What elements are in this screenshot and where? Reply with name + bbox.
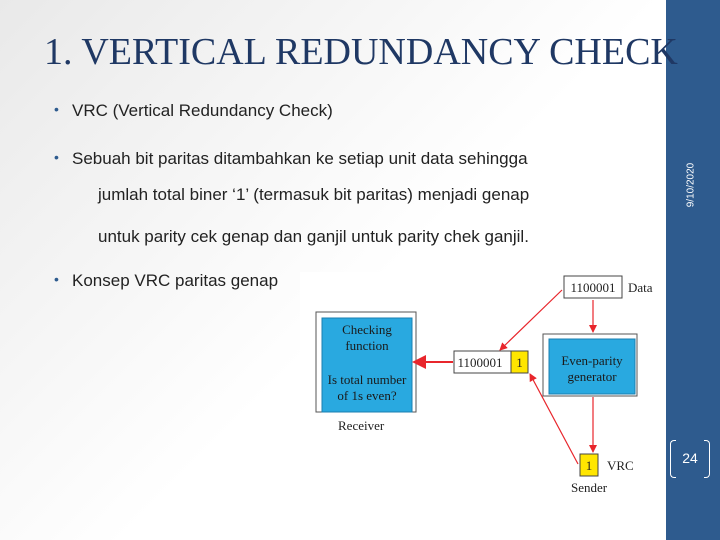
bullet-text: Konsep VRC paritas genap — [72, 271, 279, 290]
vrc-bit-text: 1 — [585, 458, 593, 473]
data-word-text: 1100001 — [570, 280, 616, 295]
data-label: Data — [628, 280, 653, 295]
receiver-label: Receiver — [338, 418, 385, 433]
vrc-diagram — [300, 272, 656, 497]
generator-label-line-2: generator — [567, 369, 617, 384]
sender-label: Sender — [571, 480, 608, 495]
bullet-dot-icon: • — [54, 149, 59, 165]
slide-title: 1. VERTICAL REDUNDANCY CHECK — [44, 31, 678, 73]
bullet-concept — [54, 271, 279, 291]
bullet-vrc — [54, 101, 333, 121]
bullet-dot-icon: • — [54, 101, 59, 117]
bullet-text: Sebuah bit paritas ditambahkan ke setiap unit data sehingga — [72, 149, 528, 168]
bullet-continuation-line-2: untuk parity cek genap dan ganjil untuk parity chek ganjil. — [98, 227, 529, 246]
bullet-definition — [54, 149, 528, 169]
received-parity-bit-text: 1 — [516, 355, 523, 370]
received-word-text: 1100001 — [457, 355, 503, 370]
vrc-label: VRC — [607, 458, 634, 473]
generator-label-line-1: Even-parity — [561, 353, 623, 368]
bullet-text: VRC (Vertical Redundancy Check) — [72, 101, 333, 120]
checking-label-line-2: function — [345, 338, 389, 353]
page-number: 24 — [682, 450, 698, 466]
question-line-1: Is total number — [327, 372, 407, 387]
bullet-dot-icon: • — [54, 271, 59, 287]
page-number-badge — [670, 440, 710, 478]
question-line-2: of 1s even? — [337, 388, 397, 403]
slide-date: 9/10/2020 — [685, 162, 697, 208]
checking-label-line-1: Checking — [342, 322, 392, 337]
bullet-continuation-line-1: jumlah total biner ‘1’ (termasuk bit paritas) menjadi genap — [98, 185, 530, 204]
vrc-diagram-svg — [300, 272, 656, 497]
